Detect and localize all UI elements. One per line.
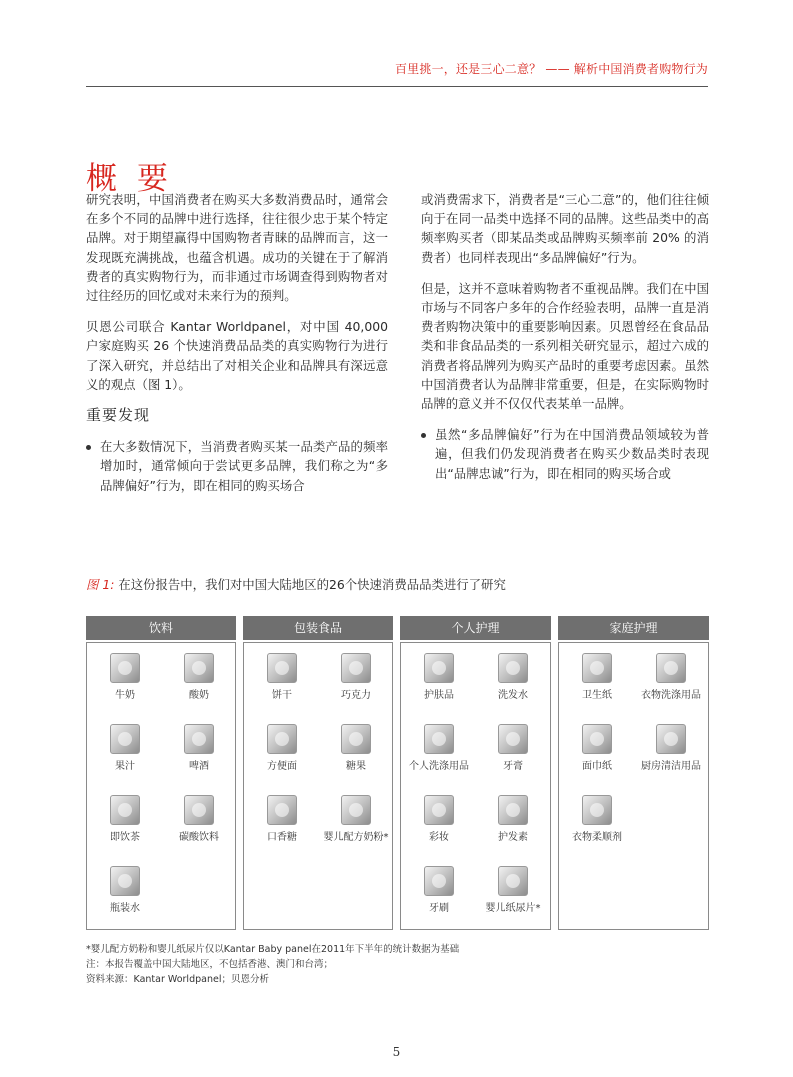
category-packaged-food	[243, 616, 393, 930]
item-label: 方便面	[267, 761, 297, 772]
category-item	[87, 724, 163, 772]
category-header: 家庭护理	[558, 616, 709, 640]
item-label: 婴儿配方奶粉*	[323, 832, 389, 843]
category-header: 包装食品	[243, 616, 393, 640]
category-item	[318, 795, 394, 843]
category-item	[244, 795, 320, 843]
tea-drink-icon	[110, 795, 140, 825]
category-item	[475, 653, 551, 701]
item-label: 卫生纸	[582, 690, 612, 701]
category-body	[558, 642, 709, 930]
paragraph: 但是，这并不意味着购物者不重视品牌。我们在中国市场与不同客户多年的合作经验表明，品牌一直是消费者购物决策中的重要影响因素。贝恩曾经在食品品类和非食品品类的一系列相关研究显示，超过六成的消费者将品牌列为购买产品时的重要考虑因素。虽然中国消费者认为品牌非常重要，但是，在实际购物时品牌的意义并不仅仅代表某单一品牌。	[421, 280, 709, 412]
figure-caption	[86, 575, 506, 593]
category-item	[475, 866, 551, 914]
category-item	[475, 724, 551, 772]
item-label: 婴儿纸尿片*	[485, 903, 541, 914]
kitchen-cleaner-icon	[656, 724, 686, 754]
bottled-water-icon	[110, 866, 140, 896]
category-item	[633, 724, 709, 772]
item-label: 即饮茶	[110, 832, 140, 843]
item-label: 洗发水	[498, 690, 528, 701]
paragraph: 研究表明，中国消费者在购买大多数消费品时，通常会在多个不同的品牌中进行选择，往往很少忠于某个特定品牌。对于期望赢得中国购物者青睐的品牌而言，这一发现既充满挑战，也蕴含机遇。成功的关键在于了解消费者的真实购物行为，而非通过市场调查得到购物者对过往经历的回忆或对未来行为的预判。	[86, 192, 388, 304]
running-header: 百里挑一，还是三心二意？ —— 解析中国消费者购物行为	[394, 62, 708, 76]
item-label: 厨房清洁用品	[641, 761, 701, 772]
soda-icon	[184, 795, 214, 825]
category-item	[244, 724, 320, 772]
category-header: 饮料	[86, 616, 236, 640]
category-header: 个人护理	[400, 616, 551, 640]
item-label: 护发素	[498, 832, 528, 843]
category-item	[87, 866, 163, 914]
personal-wash-icon	[424, 724, 454, 754]
conditioner-icon	[498, 795, 528, 825]
category-item	[87, 653, 163, 701]
chocolate-icon	[341, 653, 371, 683]
category-item	[161, 653, 237, 701]
category-item	[633, 653, 709, 701]
category-item	[87, 795, 163, 843]
yogurt-icon	[184, 653, 214, 683]
item-label: 护肤品	[424, 690, 454, 701]
category-body	[400, 642, 551, 930]
milk-icon	[110, 653, 140, 683]
item-label: 牛奶	[115, 690, 135, 701]
item-label: 瓶装水	[110, 903, 140, 914]
facial-tissue-icon	[582, 724, 612, 754]
item-label: 牙刷	[429, 903, 449, 914]
diaper-icon	[498, 866, 528, 896]
note-line: 资料来源：Kantar Worldpanel；贝恩分析	[86, 974, 269, 985]
item-label: 巧克力	[341, 690, 371, 701]
category-item	[401, 866, 477, 914]
item-label: 口香糖	[267, 832, 297, 843]
fabric-softener-icon	[582, 795, 612, 825]
toilet-paper-icon	[582, 653, 612, 683]
category-body	[243, 642, 393, 930]
item-label: 个人洗涤用品	[409, 761, 469, 772]
candy-icon	[341, 724, 371, 754]
page-title: 概 要	[86, 160, 173, 197]
header-divider	[86, 86, 708, 87]
category-item	[401, 653, 477, 701]
category-beverages	[86, 616, 236, 930]
category-item	[401, 795, 477, 843]
figure-caption-text: 在这份报告中，我们对中国大陆地区的26个快速消费品品类进行了研究	[118, 577, 506, 592]
category-item	[559, 795, 635, 843]
category-item	[318, 653, 394, 701]
figure-notes	[86, 942, 459, 987]
chewing-gum-icon	[267, 795, 297, 825]
category-item	[161, 795, 237, 843]
category-personal-care	[400, 616, 551, 930]
item-label: 啤酒	[189, 761, 209, 772]
laundry-detergent-icon	[656, 653, 686, 683]
note-line: *婴儿配方奶粉和婴儿纸尿片仅以Kantar Baby panel在2011年下半年的统计数据为基础	[86, 944, 460, 955]
juice-icon	[110, 724, 140, 754]
left-column	[86, 190, 388, 495]
item-label: 糖果	[346, 761, 366, 772]
item-label: 酸奶	[189, 690, 209, 701]
item-label: 饼干	[272, 690, 292, 701]
skincare-icon	[424, 653, 454, 683]
item-label: 衣物柔顺剂	[572, 832, 622, 843]
category-home-care	[558, 616, 709, 930]
section-title: 重要发现	[86, 406, 151, 425]
category-item	[244, 653, 320, 701]
item-label: 碳酸饮料	[179, 832, 219, 843]
item-label: 衣物洗涤用品	[641, 690, 701, 701]
figure-label: 图 1:	[86, 577, 115, 592]
paragraph: 贝恩公司联合 Kantar Worldpanel，对中国 40,000 户家庭购买 26 个快速消费品品类的真实购物行为进行了深入研究，并总结出了对相关企业和品牌具有深远意义的观点（图 1）。	[86, 319, 388, 392]
item-label: 面巾纸	[582, 761, 612, 772]
shampoo-icon	[498, 653, 528, 683]
item-label: 彩妆	[429, 832, 449, 843]
category-body	[86, 642, 236, 930]
right-column	[421, 190, 709, 483]
category-item	[475, 795, 551, 843]
toothbrush-icon	[424, 866, 454, 896]
page-number: 5	[392, 1045, 401, 1059]
item-label: 牙膏	[503, 761, 523, 772]
toothpaste-icon	[498, 724, 528, 754]
paragraph: 或消费需求下，消费者是“三心二意”的，他们往往倾向于在同一品类中选择不同的品牌。这些品类中的高频率购买者（即某品类或品牌购买频率前 20% 的消费者）也同样表现出“多品牌偏好”行为。	[421, 192, 709, 265]
makeup-icon	[424, 795, 454, 825]
infant-formula-icon	[341, 795, 371, 825]
category-item	[401, 724, 477, 772]
category-item	[559, 653, 635, 701]
category-item	[559, 724, 635, 772]
beer-icon	[184, 724, 214, 754]
biscuit-icon	[267, 653, 297, 683]
category-item	[318, 724, 394, 772]
instant-noodle-icon	[267, 724, 297, 754]
category-item	[161, 724, 237, 772]
bullet-item: 虽然“多品牌偏好”行为在中国消费品领域较为普遍，但我们仍发现消费者在购买少数品类时表现出“品牌忠诚”行为，即在相同的购买场合或	[421, 425, 709, 483]
bullet-item: 在大多数情况下，当消费者购买某一品类产品的频率增加时，通常倾向于尝试更多品牌，我们称之为“多品牌偏好”行为，即在相同的购买场合	[86, 437, 388, 495]
item-label: 果汁	[115, 761, 135, 772]
note-line: 注：本报告覆盖中国大陆地区，不包括香港、澳门和台湾；	[86, 959, 334, 970]
